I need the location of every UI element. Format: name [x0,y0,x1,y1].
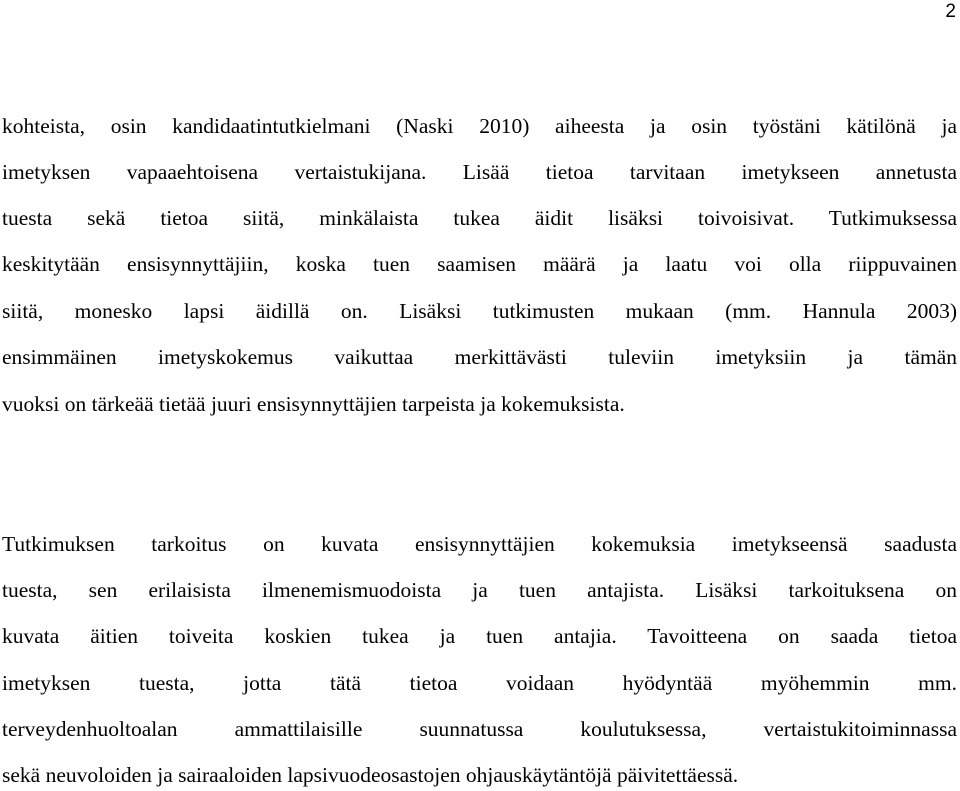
paragraph-line: tuesta sekä tietoa siitä, minkälaista tukea äidit lisäksi toivoisivat. Tutkimuksessa [2,206,957,230]
paragraph-line: tuesta, sen erilaisista ilmenemismuodoista ja tuen antajista. Lisäksi tarkoituksena on [2,578,957,602]
paragraph-line: keskitytään ensisynnyttäjiin, koska tuen saamisen määrä ja laatu voi olla riippuvainen [2,252,957,276]
paragraph-line: imetyksen tuesta, jotta tätä tietoa voidaan hyödyntää myöhemmin mm. [2,671,957,695]
paragraph-line: sekä neuvoloiden ja sairaaloiden lapsivuodeosastojen ohjauskäytäntöjä päivitettäessä. [2,763,739,787]
paragraph-line: ensimmäinen imetyskokemus vaikuttaa merkittävästi tuleviin imetyksiin ja tämän [2,345,957,369]
paragraph-line: siitä, monesko lapsi äidillä on. Lisäksi tutkimusten mukaan (mm. Hannula 2003) [2,299,957,323]
paragraph-line: imetyksen vapaaehtoisena vertaistukijana. Lisää tietoa tarvitaan imetykseen annetusta [2,160,957,184]
paragraph-line: kohteista, osin kandidaatintutkielmani (Naski 2010) aiheesta ja osin työstäni kätilönä ja [2,114,957,138]
paragraph-line: kuvata äitien toiveita koskien tukea ja tuen antajia. Tavoitteena on saada tietoa [2,624,957,648]
paragraph-line: vuoksi on tärkeää tietää juuri ensisynnyttäjien tarpeista ja kokemuksista. [2,392,625,416]
paragraph-line: Tutkimuksen tarkoitus on kuvata ensisynnyttäjien kokemuksia imetykseensä saadusta [2,532,957,556]
paragraph-line: terveydenhuoltoalan ammattilaisille suunnatussa koulutuksessa, vertaistukitoiminnassa [2,717,957,741]
page-number: 2 [945,1,956,22]
